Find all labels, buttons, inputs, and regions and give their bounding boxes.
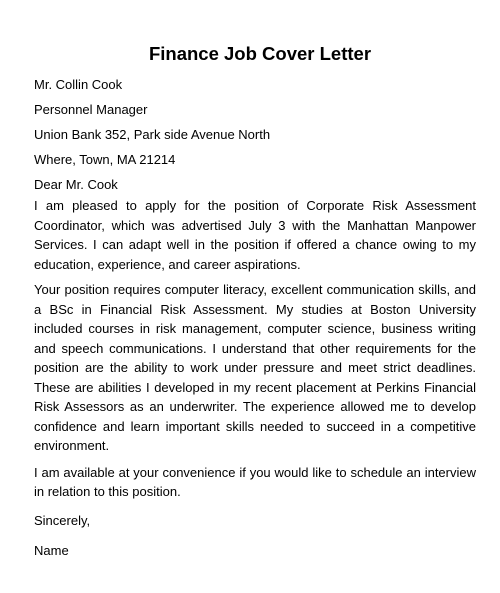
cover-letter-page	[0, 43, 500, 593]
closing: Sincerely,	[34, 512, 91, 528]
salutation: Dear Mr. Cook	[34, 177, 118, 192]
page-title: Finance Job Cover Letter	[148, 43, 372, 64]
body-paragraph-1: I am pleased to apply for the position of Corporate Risk Assessment Coordinator, which was advertised July 3 with the Manhattan Manpower Services. I can adapt well in the position if offered a chance owing to my education, experience, and career aspirations.	[34, 198, 476, 272]
recipient-address-line2: Where, Town, MA 21214	[34, 152, 176, 167]
recipient-address-line1: Union Bank 352, Park side Avenue North	[34, 127, 271, 142]
body-paragraph-2: Your position requires computer literacy, excellent communication skills, and a BSc in Financial Risk Assessment. My studies at Boston University included courses in risk management, computer science, business writing and speech communications. I understand that other requirements for the position are the ability to work under pressure and meet strict deadlines. These are abilities I developed in my recent placement at Perkins Financial Risk Assessors as an underwriter. The experience allowed me to develop confidence and learn important skills needed to succeed in a competitive environment.	[34, 282, 476, 453]
recipient-name: Mr. Collin Cook	[34, 77, 123, 92]
recipient-position: Personnel Manager	[34, 102, 148, 117]
body-paragraph-3: I am available at your convenience if you would like to schedule an interview in relation to this position.	[34, 464, 476, 499]
signature-name: Name	[34, 542, 69, 558]
